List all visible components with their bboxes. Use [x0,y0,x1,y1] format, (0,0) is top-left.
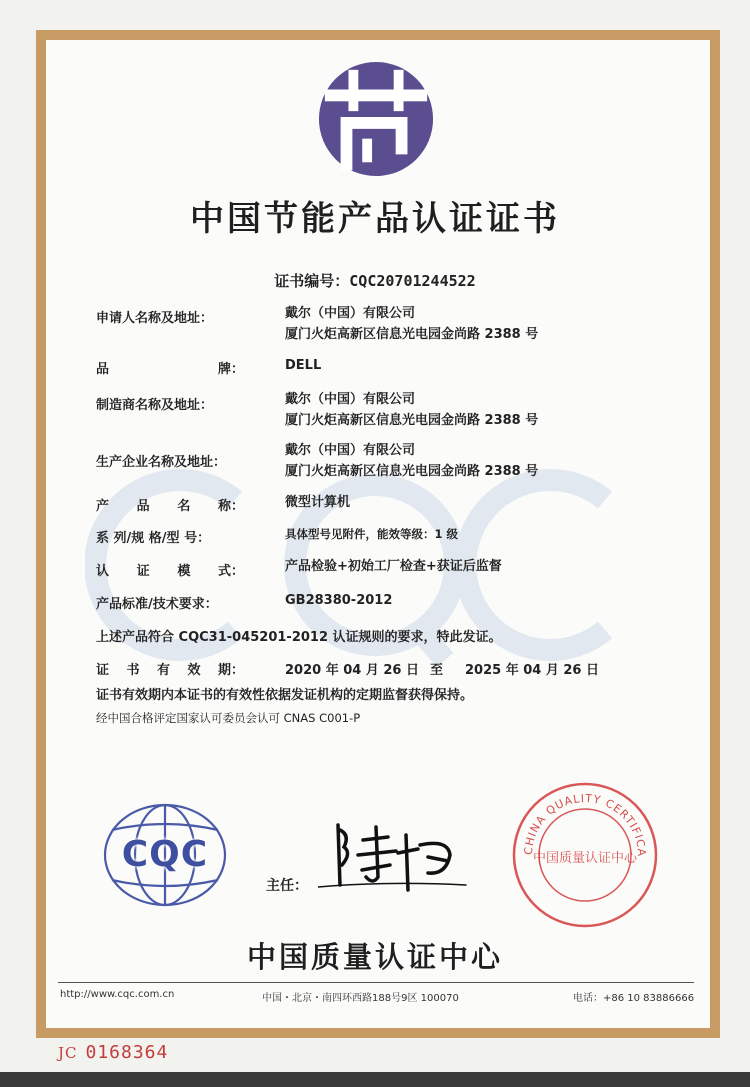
svg-text:CHINA QUALITY CERTIFICATION CE [510,780,648,857]
certificate-number-label: 证书编号： [274,272,350,290]
manufacturer-address: 厦门火炬高新区信息光电园金尚路 2388 号 [285,413,539,428]
serial-number [58,1042,168,1063]
certification-mode-value: 产品检验+初始工厂检查+获证后监督 [285,559,502,574]
product-label-char: 产 [96,499,110,514]
applicant-name: 戴尔（中国）有限公司 [285,306,416,321]
certificate-title: 中国节能产品认证证书 [190,199,560,239]
conformity-statement: 上述产品符合 CQC31-045201-2012 认证规则的要求，特此发证。 [96,630,502,645]
certificate-number-value: CQC20701244522 [349,272,476,290]
product-label-char: 名 [177,499,191,514]
applicant-value [285,303,538,345]
serial-value: 0168364 [85,1042,169,1063]
footer-divider [58,982,694,983]
factory-value [285,440,538,482]
validity-label [96,659,244,678]
standard-label: 产品标准/技术要求： [96,597,218,612]
cqc-logo-text: CQC [121,834,209,875]
model-label: 系 列/规 格/型 号： [96,531,211,546]
model-value: 具体型号见附件，能效等级：1 级 [285,527,459,541]
validity-label-char: 效 [187,663,201,678]
certificate-number [0,270,750,291]
product-value: 微型计算机 [285,495,351,510]
director-label: 主任： [266,878,308,894]
factory-name: 戴尔（中国）有限公司 [285,443,416,458]
manufacturer-value [285,389,538,431]
validity-label-char: 证 [96,663,110,678]
bottom-bar [0,1072,750,1087]
factory-label: 生产企业名称及地址： [96,455,227,470]
issuing-organization: 中国质量认证中心 [246,940,503,974]
seal-graphic [510,780,660,930]
footer-address: 中国・北京・南四环西路188号9区 100070 [262,993,459,1004]
manufacturer-name: 戴尔（中国）有限公司 [285,392,416,407]
product-label [96,495,244,514]
brand-label-char: 品 [96,362,110,377]
director-signature [318,815,468,895]
validity-note: 证书有效期内本证书的有效性依据发证机构的定期监督获得保持。 [96,688,474,703]
serial-prefix: JC [58,1044,78,1062]
applicant-address: 厦门火炬高新区信息光电园金尚路 2388 号 [285,327,539,342]
validity-label-char: 期： [217,663,244,678]
manufacturer-label: 制造商名称及地址： [96,398,214,413]
validity-to: 2025 年 04 月 26 日 [465,663,599,678]
validity-from: 2020 年 04 月 26 日 [285,663,419,678]
mode-label-char: 证 [136,564,150,579]
mode-label-char: 式： [217,564,244,579]
validity-label-char: 书 [126,663,140,678]
product-label-char: 称： [217,499,244,514]
validity-label-char: 有 [156,663,170,678]
energy-saving-logo [317,60,435,178]
footer-url[interactable]: http://www.cqc.com.cn [60,989,175,1000]
mode-label-char: 认 [96,564,110,579]
brand-label [96,358,244,377]
accreditation-statement: 经中国合格评定国家认可委员会认可 CNAS C001-P [96,711,361,725]
brand-value: DELL [285,358,322,373]
footer-phone: 电话：+86 10 83886666 [573,993,695,1004]
brand-label-char: 牌： [217,362,244,377]
seal-ring-text: CHINA QUALITY CERTIFICA [521,791,649,857]
factory-address: 厦门火炬高新区信息光电园金尚路 2388 号 [285,464,539,479]
cqc-logo [100,800,230,910]
certification-mode-label [96,560,244,579]
mode-label-char: 模 [177,564,191,579]
validity-to-word: 至 [430,663,444,678]
official-seal [510,780,660,930]
product-label-char: 品 [136,499,150,514]
standard-value: GB28380-2012 [285,593,393,608]
applicant-label: 申请人名称及地址： [96,311,214,326]
seal-inner-text: 中国质量认证中心 [532,851,638,866]
